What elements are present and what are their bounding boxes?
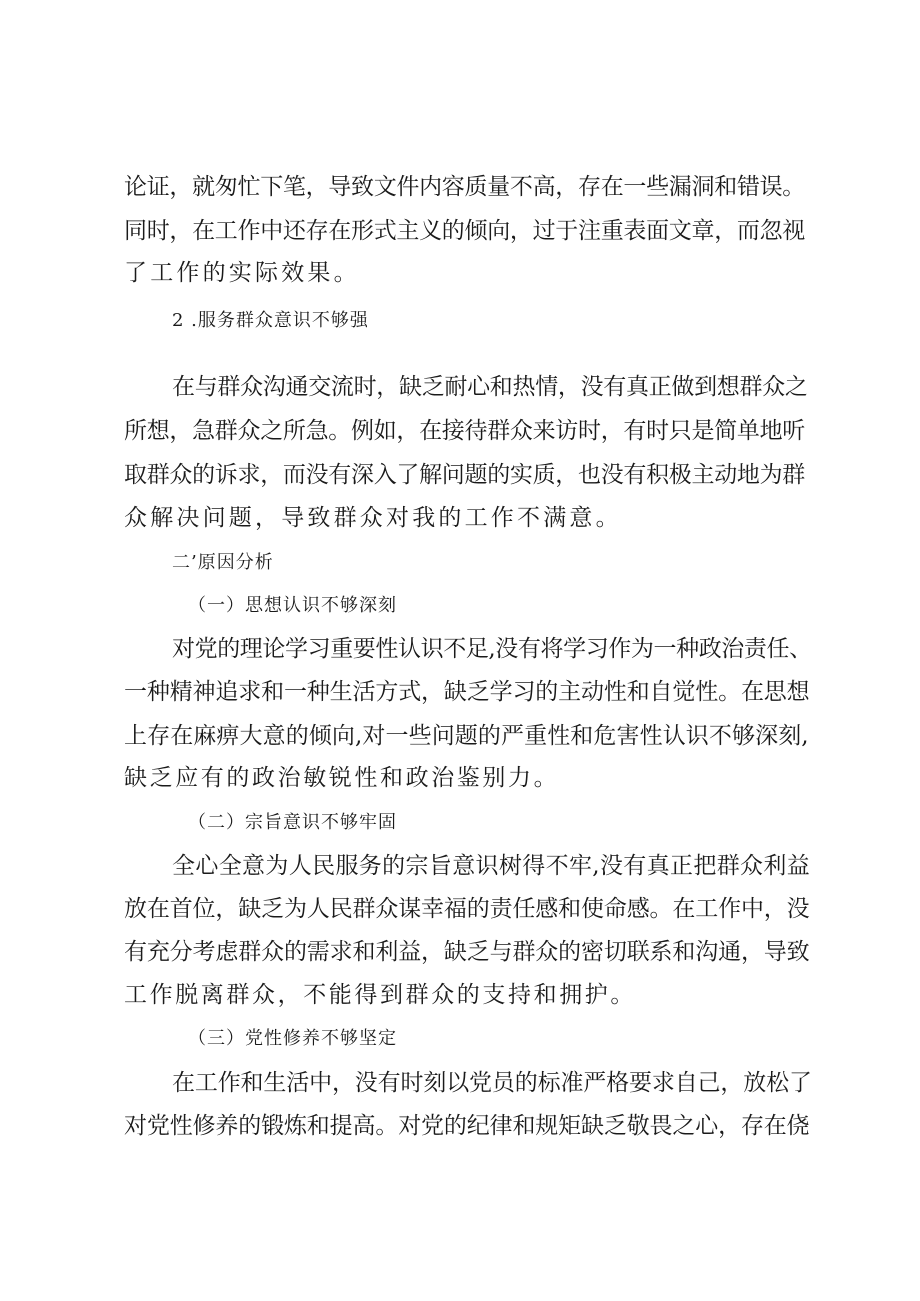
paragraph-line: 在工作和生活中，没有时刻以党员的标准严格要求自己，放松了 [172, 1070, 812, 1096]
subheading-2: 2 .服务群众意识不够强 [172, 310, 369, 331]
section-heading: 二’原因分析 [172, 552, 274, 573]
paragraph-line: 所想，急群众之所急。例如，在接待群众来访时，有时只是简单地听 [124, 418, 806, 444]
subsection-heading-2: （二）宗旨意识不够牢固 [188, 812, 397, 833]
paragraph-line: 了工作的实际效果。 [124, 260, 360, 286]
paragraph-line: 在与群众沟通交流时，缺乏耐心和热情，没有真正做到想群众之 [172, 374, 808, 400]
paragraph-line: 上存在麻痹大意的倾向,对一些问题的严重性和危害性认识不够深刻, [124, 723, 809, 749]
paragraph-line: 对党的理论学习重要性认识不足,没有将学习作为一种政治责任、 [172, 636, 812, 662]
subsection-heading-1: （一）思想认识不够深刻 [188, 595, 397, 616]
paragraph-line: 众解决问题，导致群众对我的工作不满意。 [124, 505, 622, 531]
paragraph-line: 论证，就匆忙下笔，导致文件内容质量不高，存在一些漏洞和错误。 [124, 174, 806, 200]
paragraph-line: 全心全意为人民服务的宗旨意识树得不牢,没有真正把群众利益 [172, 853, 811, 879]
paragraph-line: 放在首位，缺乏为人民群众谋幸福的责任感和使命感。在工作中，没 [124, 896, 810, 922]
paragraph-line: 同时，在工作中还存在形式主义的倾向，过于注重表面文章，而忽视 [124, 218, 806, 244]
paragraph-line: 有充分考虑群众的需求和利益，缺乏与群众的密切联系和沟通，导致 [124, 939, 810, 965]
paragraph-line: 一种精神追求和一种生活方式，缺乏学习的主动性和自觉性。在思想 [124, 679, 810, 705]
paragraph-line: 对党性修养的锻炼和提高。对党的纪律和规矩缺乏敬畏之心，存在侥 [124, 1113, 810, 1139]
paragraph-line: 取群众的诉求，而没有深入了解问题的实质，也没有积极主动地为群 [124, 462, 806, 488]
subsection-heading-3: （三）党性修养不够坚定 [188, 1028, 397, 1049]
paragraph-line: 工作脱离群众，不能得到群众的支持和拥护。 [124, 982, 636, 1008]
paragraph-line: 缺乏应有的政治敏锐性和政治鉴别力。 [124, 765, 560, 791]
